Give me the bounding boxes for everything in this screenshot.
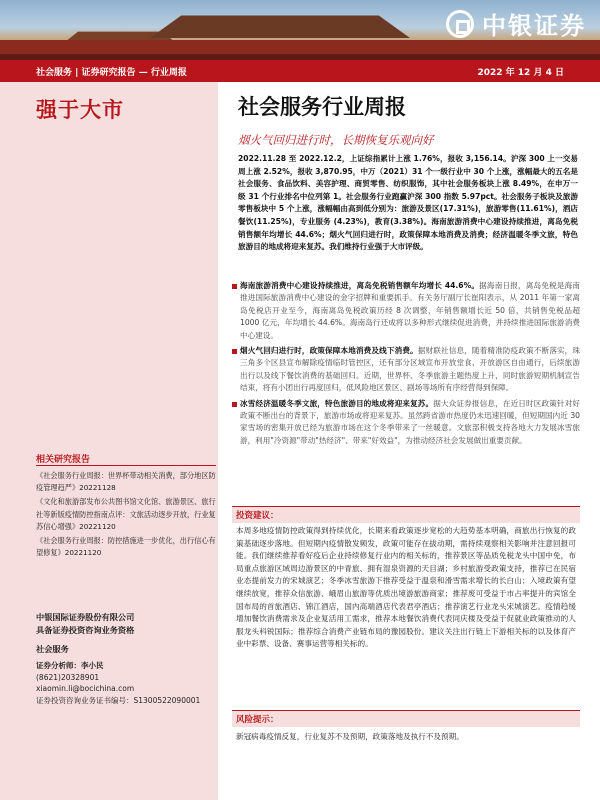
highlight-heading: 烟火气回归进行时，政策保障本地消费及线下消费。 [240, 346, 418, 356]
report-nav-bar [0, 60, 600, 82]
analyst-email[interactable]: xiaomin.li@bocichina.com [36, 684, 135, 693]
investment-advice-title: 投资建议： [232, 506, 580, 523]
highlight-item [232, 345, 580, 395]
brand-logo [446, 6, 586, 41]
highlight-heading: 海南旅游消费中心建设持续推进，离岛免税销售额年均增长 44.6%。 [240, 281, 480, 290]
header-banner [0, 0, 600, 60]
highlight-body: 据财联社信息，随着精准防疫政策不断落实，珠三角多个区县宣布解除疫情临时管控区，还有部分区域宣布开放堂食、开放游区自由通行，后续旅游出行以及线下餐饮消费的基础回归。近期，世界杯、冬季旅游主题热度上升，同时旅游短期机制宣告结束，将有小团出行再度回归，低风险地区景区、剧场等场所有序经营得到保障。 [240, 346, 580, 393]
investment-advice-section [232, 506, 580, 651]
related-reports-list [36, 470, 216, 561]
logo-text: 中银证券 [482, 12, 586, 40]
company-name: 中银国际证券股份有限公司 具备证券投资咨询业务资格 [36, 612, 135, 635]
report-category: 社会服务 | 证券研究报告 — 行业周报 [36, 67, 187, 78]
report-date: 2022 年 12 月 4 日 [477, 67, 564, 78]
analyst-name: 李小民 [81, 661, 104, 670]
highlight-item [232, 280, 580, 342]
analyst-info [36, 660, 216, 706]
bank-of-china-logo-icon [446, 10, 474, 38]
divider [36, 465, 216, 466]
summary-text: 2022.11.28 至 2022.12.2，上证综指累计上涨 1.76%，报收 3,156.14。沪深 300 上一交易周上涨 2.52%，报收 3,870.95，中万（2021）31 个一级行业中 30 个上涨，涨幅最大的五名是社会服务、食品饮料、美容护理、商贸零售、纺织服饰，其中社会服务板块上涨 8.49%，在申万一级 31 个行业排名中位列第 1。社会服务行业跑赢沪深 300 指数 5.97pct。社会服务子板块及旅游零售板块中 5 个上涨，涨幅幅由高到低分别为：旅游及景区(17.31%)，旅游零售(11.61%)，酒店餐饮(11.25%)，专业服务 (4.23%)，教育(3.38%)。海南旅游消费中心建设持续推进，离岛免税销售额年均增长 44.6%；烟火气回归进行时，政策保障本地消费及消费；经济温暖冬季文旅，特色旅游目的地成将迎来复苏。我们维持行业强于大市评级。 [238, 154, 578, 252]
palace-roof [150, 8, 410, 38]
related-reports-title: 相关研究报告 [36, 455, 91, 465]
risk-warning-section [232, 710, 580, 744]
highlights-list [232, 280, 580, 450]
highlight-item [232, 398, 580, 448]
industry-label: 社会服务 [36, 644, 69, 654]
page-subtitle: 烟火气回归进行时，长期恢复乐观向好 [238, 133, 434, 147]
palace-wall [0, 40, 600, 60]
page-title: 社会服务行业周报 [238, 94, 406, 119]
related-report-item[interactable]: 《社会服务行业周报：防控措施进一步优化，出行信心有望修复》20221120 [36, 536, 216, 558]
related-report-item[interactable]: 《文化和旅游部发布公共图书馆文化馆、旅游景区、旅行社等新版疫情防控指南点评：文旅活动逐步开放，行业复苏信心增强》20221120 [36, 497, 216, 531]
rating-label: 强于大市 [36, 97, 124, 122]
analyst-label: 证券分析师： [36, 661, 81, 670]
investment-advice-body: 本周多地疫情防控政策得到持续优化，长期来看政策逐步宽松的大趋势基本明确，商旅出行恢复的政策基础逐步落地。但短期内疫情散发频发，政策可能存在拔动期，需持续观察相关影响并注意回报可能。我们继续推荐看好疫后企业持续修复行业内的相关标的，推荐景区等品质免税龙头中国中免，布局重点旅游区域周边游景区的中青旅、拥有湿泉资源的天目湖；乡村旅游受政策支持，推荐已在民宿业态提前发力的宋城演艺；冬季冰雪旅游下推荐受益于温泉和滑雪需求增长的长白山；入境政策有望继续放宽，推荐众信旅游、峨眉山旅游等优质出境游旅游商家；推荐废可受益于市占率提升的宾馆全国布局的首旅酒店、锦江酒店，国内高端酒店代表君亭酒店；推荐演艺行业龙头宋城演艺。疫情趋缓增加餐饮消费需求及企业复活用工需求，推荐本地餐饮消费代表同庆楼及受益于促就业政策推动的人服龙头科锐国际；推荐综合消费产业链布局的豫园股份。建议关注出行链上下游相关标的以及体育产业中彩票、设备、赛事运营等相关标的。 [236, 526, 576, 649]
summary-paragraph [238, 153, 578, 254]
highlight-body: 据大众证券报信息，在近日时区政策针对好政策不断出台的背景下，旅游市场或将迎来复苏。虽然跨省游市热度仍未迅速回暖，但短期国内近 30 家雪场的密集开放已经为旅游市场在这个冬季带来了一丝暖意。文旅部积极支持各地大力发展冰雪旅游，利用"冷资源"带动"热经济"、带来"好效益"，为推动经济社会发展做出重要贡献。 [240, 398, 581, 445]
risk-warning-title: 风险提示： [232, 710, 580, 727]
highlight-body: 据海南日报，离岛免税是海南推进国际旅游消费中心建设的金字招牌和重要抓手。有关务厅副厅长崔阳表示，从 2011 年第一家离岛免税店开业至今，海南离岛免税政策历经 8 次调整，年销售额增长近 50 倍，共销售免税品超 1000 亿元，年均增长 44.6%。海南岛行还成将以多种形式继续促进消费，并持续推进国际旅游消费中心建设。 [240, 281, 580, 340]
analyst-phone: (8621)20328901 [36, 672, 100, 682]
related-report-item[interactable]: 《社会服务行业周报：世界杯带动相关消费，部分地区防疫管理趋严》20221128 [36, 471, 216, 493]
highlight-heading: 冰雪经济温暖冬季文旅，特色旅游目的地成将迎来复苏。 [240, 398, 434, 408]
risk-warning-body: 新冠病毒疫情反复，行业复苏不及预期，政策落地及执行不及预期。 [236, 732, 464, 741]
analyst-cert: 证券投资咨询业务证书编号：S1300522090001 [36, 695, 201, 705]
